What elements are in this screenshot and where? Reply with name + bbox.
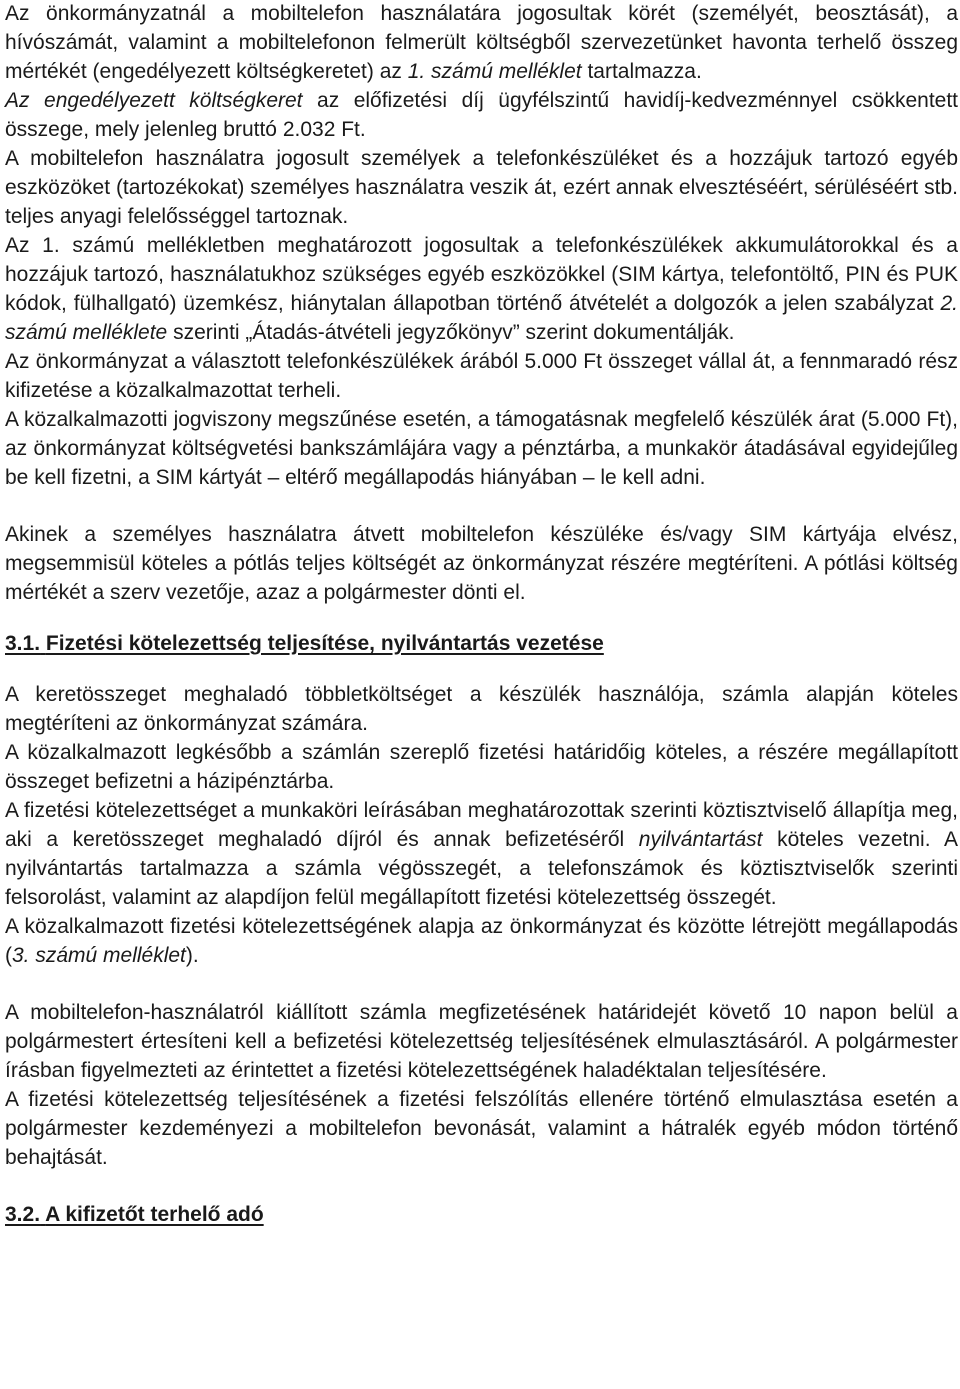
section-title: Fizetési kötelezettség teljesítése, nyilvántartás vezetése <box>45 632 604 655</box>
spacer <box>5 492 958 520</box>
text: tartalmazza. <box>581 60 702 83</box>
section-number: 3.1. <box>5 632 41 655</box>
paragraph-cost-limit <box>5 86 958 144</box>
section-number: 3.2. <box>5 1203 41 1226</box>
paragraph-loss: Akinek a személyes használatra átvett mobiltelefon készüléke és/vagy SIM kártyája elvész, megsemmisül köteles a pótlás teljes költségét az önkormányzat részére megtéríteni. A pótlási költség mértékét a szerv vezetője, azaz a polgármester dönti el. <box>5 523 958 604</box>
section-heading-3-1 <box>5 629 958 658</box>
spacer <box>5 658 958 680</box>
text: köteles vezetni. A nyilvántartás tartalmazza a számla végösszegét, a telefonszámok és köztisztviselők szerinti felsorolást, valamint az alapdíjon felül megállapított fizetési kötelezettség összegét. <box>5 828 958 909</box>
spacer <box>5 1172 958 1200</box>
paragraph-enforcement: A fizetési kötelezettség teljesítésének a fizetési felszólítás ellenére történő elmulasztása esetén a polgármester kezdeményezi a mobiltelefon bevonását, valamint a hátralék egyéb módon történő behajtását. <box>5 1088 958 1169</box>
defined-term: Az engedélyezett költségkeret <box>5 89 303 112</box>
paragraph-handover <box>5 231 958 347</box>
text: A közalkalmazott fizetési kötelezettségének alapja az önkormányzat és közötte létrejött megállapodás ( <box>5 915 958 967</box>
text: szerinti „Átadás-átvételi jegyzőkönyv” szerint dokumentálják. <box>167 321 735 344</box>
spacer <box>5 607 958 629</box>
paragraph-notification: A mobiltelefon-használatról kiállított számla megfizetésének határidejét követő 10 napon belül a polgármestert értesíteni kell a befizetési kötelezettség teljesítésének elmulasztásáról. A polgármester írásban figyelmezteti az érintettet a fizetési kötelezettségének haladéktalan teljesítésére. <box>5 1001 958 1082</box>
text: Az önkormányzatnál a mobiltelefon használatára jogosultak körét (személyét, beosztását), a hívószámát, valamint a mobiltelefonon felmerült költségből szervezetünket havonta terhelő összeg mértékét (engedélyezett költségkeretet) az <box>5 2 958 83</box>
defined-term: nyilvántartást <box>638 828 763 851</box>
annex-reference: 3. számú melléklet <box>12 944 186 967</box>
text: Az 1. számú mellékletben meghatározott jogosultak a telefonkészülékek akkumulátorokkal és a hozzájuk tartozó, használatukhoz szükséges egyéb eszközökkel (SIM kártya, telefontöltő, PIN és PUK kódok, fülhallgató) üzemkész, hiánytalan állapotban történő átvételét a dolgozók a jelen szabályzat <box>5 234 958 315</box>
paragraph-device-subsidy: Az önkormányzat a választott telefonkészülékek árából 5.000 Ft összeget vállal át, a fennmaradó rész kifizetése a közalkalmazottat terheli. <box>5 350 958 402</box>
paragraph-agreement <box>5 912 958 970</box>
paragraph-payment-deadline: A közalkalmazott legkésőbb a számlán szereplő fizetési határidőig köteles, a részére megállapított összeget befizetni a házipénztárba. <box>5 741 958 793</box>
annex-reference: 2. számú melléklete <box>5 292 958 344</box>
paragraph-authorized-users <box>5 0 958 86</box>
paragraph-liability: A mobiltelefon használatra jogosult személyek a telefonkészüléket és a hozzájuk tartozó egyéb eszközöket (tartozékokat) személyes használatra veszik át, ezért annak elvesztéséért, sérüléséért stb. teljes anyagi felelősséggel tartoznak. <box>5 147 958 228</box>
paragraph-extra-cost: A keretösszeget meghaladó többletköltséget a készülék használója, számla alapján köteles megtéríteni az önkormányzat számára. <box>5 683 958 735</box>
text: ). <box>185 944 199 967</box>
annex-reference: 1. számú melléklet <box>407 60 582 83</box>
section-title: A kifizetőt terhelő adó <box>45 1203 264 1226</box>
paragraph-termination: A közalkalmazotti jogviszony megszűnése esetén, a támogatásnak megfelelő készülék árat (5.000 Ft), az önkormányzat költségvetési bankszámlájára vagy a pénztárba, a munkakör átadásával egyidejűleg be kell fizetni, a SIM kártyát – eltérő megállapodás hiányában – le kell adni. <box>5 408 958 489</box>
text: az előfizetési díj ügyfélszintű havidíj-kedvezménnyel csökkentett összege, mely jelenleg bruttó 2.032 Ft. <box>5 89 958 141</box>
text: A fizetési kötelezettséget a munkaköri leírásában meghatározottak szerinti köztisztviselő állapítja meg, aki a keretösszeget meghaladó díjról és annak befizetéséről <box>5 799 958 851</box>
spacer <box>5 970 958 998</box>
document-page <box>5 0 958 1229</box>
paragraph-register <box>5 796 958 912</box>
section-heading-3-2 <box>5 1200 958 1229</box>
